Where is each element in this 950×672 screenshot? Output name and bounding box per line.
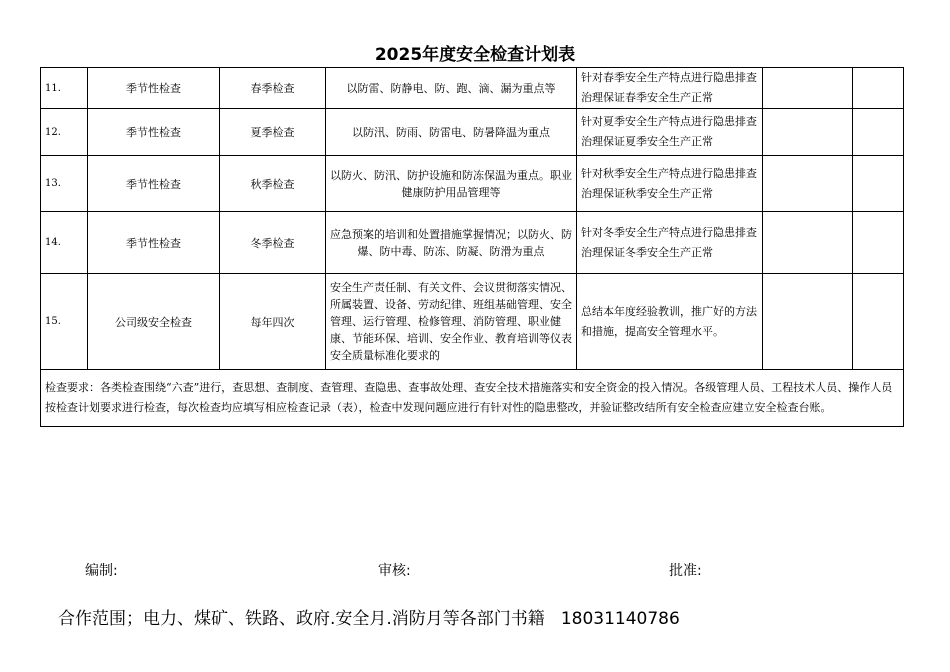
check-content: 安全生产责任制、有关文件、会议贯彻落实情况、所属装置、设备、劳动纪律、班组基础管理、安全管理、运行管理、检修管理、消防管理、职业健康、节能环保、培训、安全作业、教育培训等仪表安全质量标准化要求的 [326, 274, 577, 370]
approved-by-label: 批准: [669, 563, 702, 579]
check-time: 春季检查 [220, 68, 326, 109]
empty-cell [763, 274, 853, 370]
contact-phone: 18031140786 [560, 609, 680, 629]
empty-cell [853, 109, 904, 156]
row-number: 13. [41, 156, 88, 212]
check-category: 公司级安全检查 [88, 274, 220, 370]
check-purpose: 针对春季安全生产特点进行隐患排查治理保证春季安全生产正常 [577, 68, 763, 109]
cooperation-scope: 合作范围；电力、煤矿、铁路、政府.安全月.消防月等各部门书籍 [58, 609, 545, 629]
empty-cell [853, 274, 904, 370]
empty-cell [763, 212, 853, 274]
check-time: 每年四次 [220, 274, 326, 370]
check-time: 夏季检查 [220, 109, 326, 156]
check-time: 冬季检查 [220, 212, 326, 274]
table-row [41, 212, 904, 274]
check-category: 季节性检查 [88, 109, 220, 156]
table-row [41, 109, 904, 156]
check-purpose: 针对秋季安全生产特点进行隐患排查治理保证秋季安全生产正常 [577, 156, 763, 212]
reviewed-by-label: 审核: [378, 563, 411, 579]
check-purpose: 针对冬季安全生产特点进行隐患排查治理保证冬季安全生产正常 [577, 212, 763, 274]
row-number: 14. [41, 212, 88, 274]
check-content: 应急预案的培训和处置措施掌握情况；以防火、防爆、防中毒、防冻、防凝、防滑为重点 [326, 212, 577, 274]
empty-cell [853, 68, 904, 109]
cooperation-footer [58, 604, 680, 629]
table-row [41, 274, 904, 370]
check-category: 季节性检查 [88, 156, 220, 212]
check-purpose: 总结本年度经验教训，推广好的方法和措施，提高安全管理水平。 [577, 274, 763, 370]
check-purpose: 针对夏季安全生产特点进行隐患排查治理保证夏季安全生产正常 [577, 109, 763, 156]
table-row [41, 156, 904, 212]
empty-cell [763, 109, 853, 156]
check-content: 以防火、防汛、防护设施和防冻保温为重点。职业健康防护用品管理等 [326, 156, 577, 212]
table-row [41, 68, 904, 109]
inspection-plan-table [40, 67, 904, 427]
check-time: 秋季检查 [220, 156, 326, 212]
check-content: 以防雷、防静电、防、跑、滴、漏为重点等 [326, 68, 577, 109]
check-content: 以防汛、防雨、防雷电、防暑降温为重点 [326, 109, 577, 156]
empty-cell [763, 156, 853, 212]
row-number: 15. [41, 274, 88, 370]
check-category: 季节性检查 [88, 212, 220, 274]
empty-cell [763, 68, 853, 109]
inspection-requirements: 检查要求：各类检查围绕“六查”进行，查思想、查制度、查管理、查隐患、查事故处理、查安全技术措施落实和安全资金的投入情况。各级管理人员、工程技术人员、操作人员按检查计划要求进行检查，每次检查均应填写相应检查记录（表），检查中发现问题应进行有针对性的隐患整改，并验证整改结所有安全检查应建立安全检查台账。 [41, 370, 904, 427]
row-number: 11. [41, 68, 88, 109]
empty-cell [853, 156, 904, 212]
check-category: 季节性检查 [88, 68, 220, 109]
page-title: 2025年度安全检查计划表 [374, 45, 576, 65]
empty-cell [853, 212, 904, 274]
prepared-by-label: 编制: [85, 563, 118, 579]
requirements-row [41, 370, 904, 427]
row-number: 12. [41, 109, 88, 156]
